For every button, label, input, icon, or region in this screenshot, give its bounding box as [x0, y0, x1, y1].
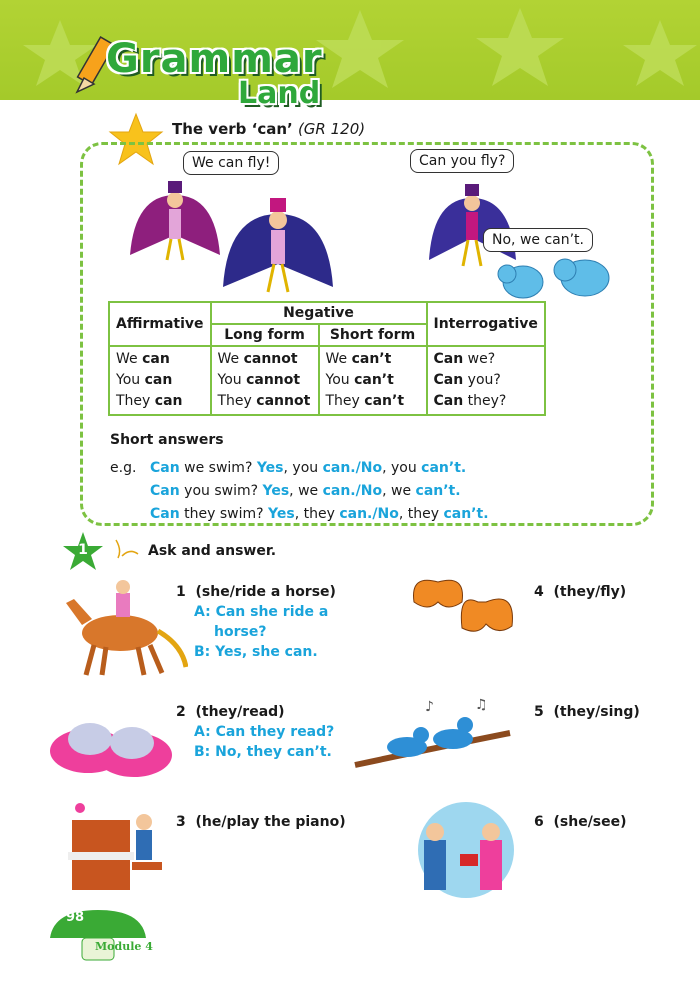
exercise-item-1: 1 (she/ride a horse) A: Can she ride a horse? B: Yes, she can. [176, 584, 336, 660]
svg-text:♪: ♪ [425, 699, 434, 715]
short-answers-title: Short answers [110, 432, 224, 448]
exercise-item-6: 6 (she/see) [534, 814, 627, 830]
svg-text:♫: ♫ [475, 697, 488, 713]
header-interrogative: Interrogative [427, 302, 545, 346]
logo-title-line1: Grammar [106, 36, 323, 82]
blindfold-illustration [410, 800, 522, 900]
grammar-land-logo [70, 30, 340, 110]
exercise-item-5: 5 (they/sing) [534, 704, 640, 720]
header-affirmative: Affirmative [109, 302, 211, 346]
exercise-instruction: Ask and answer. [148, 543, 277, 559]
exercise-item-2: 2 (they/read) A: Can they read? B: No, they can’t. [176, 704, 335, 760]
butterflies-illustration [408, 572, 516, 662]
short-answer-line-2: Can you swim? Yes, we can./No, we can’t. [150, 483, 461, 499]
exercise-number: 1 [78, 542, 88, 558]
cell-affirmative: We can You can They can [109, 346, 211, 415]
birds-illustration [345, 695, 515, 775]
piano-illustration [66, 800, 170, 904]
cell-long-form: We cannot You cannot They cannot [211, 346, 319, 415]
eg-label: e.g. [110, 460, 137, 476]
mushroom-page-icon [46, 908, 150, 964]
header-negative: Negative [211, 302, 427, 324]
speech-bubble-no-we-cant: No, we can’t. [483, 228, 593, 252]
logo-title-line2: Land [238, 76, 321, 111]
speech-bubble-we-can-fly: We can fly! [183, 151, 279, 175]
exercise-item-3: 3 (he/play the piano) [176, 814, 346, 830]
exercise-item-4: 4 (they/fly) [534, 584, 627, 600]
grammar-table [108, 301, 546, 416]
header-short-form: Short form [319, 324, 427, 346]
section-title: The verb ‘can’ (GR 120) [172, 120, 366, 138]
header-long-form: Long form [211, 324, 319, 346]
cats-illustration [48, 703, 173, 783]
short-answer-line-1: Can we swim? Yes, you can./No, you can’t. [150, 460, 467, 476]
page-number: 98 [66, 910, 85, 925]
magician-illustration-left [125, 175, 225, 265]
elephants-illustration [495, 252, 620, 304]
speaking-icon [112, 538, 140, 562]
cell-short-form: We can’t You can’t They can’t [319, 346, 427, 415]
magician-illustration-center [218, 192, 338, 302]
module-label: Module 4 [95, 940, 153, 953]
cell-interrogative: Can we? Can you? Can they? [427, 346, 545, 415]
horse-rider-illustration [58, 575, 188, 680]
speech-bubble-can-you-fly: Can you fly? [410, 149, 514, 173]
short-answer-line-3: Can they swim? Yes, they can./No, they can’t. [150, 506, 489, 522]
